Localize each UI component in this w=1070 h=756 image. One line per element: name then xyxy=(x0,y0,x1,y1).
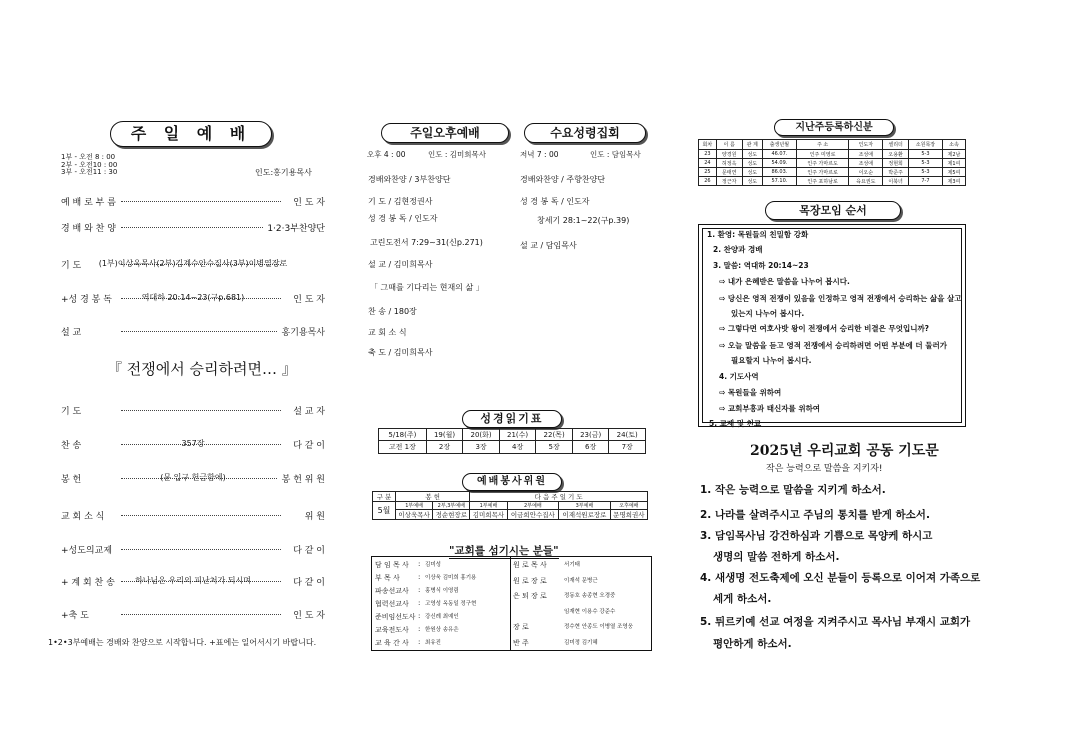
reading-chapter: 고전 1장 xyxy=(379,441,427,454)
newcomers-cell: 54.09. xyxy=(762,159,796,168)
reading-day: 24(토) xyxy=(609,429,646,441)
newcomers-cell: 제1여 xyxy=(942,159,965,168)
newcomers-cell: 조성애 xyxy=(849,150,883,159)
servers-subhead: 오후예배 xyxy=(610,502,647,510)
staff-name: 최유진 xyxy=(425,640,441,646)
servers-cell: 이재석원로장로 xyxy=(559,510,611,520)
servers-title: 예배봉사위원 xyxy=(462,473,562,491)
afternoon-time: 오후 4 : 00 xyxy=(367,150,406,159)
table-row xyxy=(699,177,966,186)
reading-title: 성경읽기표 xyxy=(462,410,562,428)
reading-chapter: 4장 xyxy=(499,441,536,454)
time-3: 3부 - 오전11 : 30 xyxy=(61,168,118,176)
staff-title: "교회를 섬기시는 분들" xyxy=(449,545,559,557)
staff-role: 원 로 목 사 xyxy=(513,561,547,569)
order-row xyxy=(61,195,325,207)
servers-head-offering: 봉 헌 xyxy=(396,492,470,502)
order-label: 봉 헌 xyxy=(61,472,85,485)
reading-chapter: 6장 xyxy=(572,441,609,454)
newcomers-cell: 24 xyxy=(699,159,717,168)
staff-role: 교 육 간 사 xyxy=(375,639,409,647)
group-line: ⇨ 교회부흥과 태신자를 위하여 xyxy=(719,404,821,413)
staff-colon: : xyxy=(418,638,421,646)
staff-role: 파송선교사 xyxy=(375,587,409,595)
newcomers-cell: 조성애 xyxy=(849,159,883,168)
servers-subhead: 2부,3부예배 xyxy=(433,502,470,510)
newcomers-header: 인도자 xyxy=(849,140,883,150)
order-row xyxy=(61,608,325,620)
reading-table xyxy=(378,428,646,454)
staff-role: 협력선교사 xyxy=(375,600,409,608)
newcomers-cell: 성도 xyxy=(742,168,762,177)
staff-role: 반 주 xyxy=(513,638,529,647)
dotted-leader xyxy=(121,515,281,516)
afternoon-item: 교 회 소 식 xyxy=(368,328,407,337)
staff-name: 고영성 옥동일 정구현 xyxy=(425,601,477,607)
prayer-line: 4. 새생명 전도축제에 오신 분들이 등록으로 이어져 가족으로 xyxy=(700,572,981,584)
newcomers-cell: 정현희 xyxy=(883,159,909,168)
newcomers-cell: 정근자 xyxy=(716,177,742,186)
order-role: 다 같 이 xyxy=(289,438,325,451)
staff-colon: : xyxy=(418,560,421,568)
prayer-line: 5. 튀르키예 선교 여정을 지켜주시고 목사님 부재시 교회가 xyxy=(700,616,971,628)
servers-head-prayer: 다 음 주 일 기 도 xyxy=(470,492,648,502)
newcomers-cell: 문태연 xyxy=(716,168,742,177)
staff-name: 이재석 문병근 xyxy=(564,577,598,584)
group-line: ⇨ 당신은 영적 전쟁이 있음을 인정하고 영적 전쟁에서 승리하는 삶을 살고 xyxy=(719,294,962,303)
order-role: 인 도 자 xyxy=(289,195,325,208)
group-line: 1. 환영: 목원들의 친밀함 강화 xyxy=(707,230,809,239)
newcomers-header: 관 계 xyxy=(742,140,762,150)
prayer-line: 평안하게 하소서. xyxy=(713,638,792,650)
order-label: 기 도 xyxy=(61,258,85,271)
group-line: 3. 말씀: 역대하 20:14~23 xyxy=(713,261,809,270)
newcomers-cell: 성도 xyxy=(742,150,762,159)
afternoon-item: 축 도 / 김미희목사 xyxy=(368,348,433,357)
newcomers-cell: 57.10. xyxy=(762,177,796,186)
staff-role: 부 목 사 xyxy=(375,574,400,582)
servers-subhead: 3부예배 xyxy=(559,502,611,510)
sermon-title: 『 전쟁에서 승리하려면… 』 xyxy=(107,360,297,378)
prayer-line: 1. 작은 능력으로 말씀을 지키게 하소서. xyxy=(700,484,886,496)
reading-chapter: 3장 xyxy=(463,441,500,454)
newcomers-cell: 7-7 xyxy=(909,177,943,186)
dotted-leader xyxy=(121,614,281,615)
reading-day: 22(목) xyxy=(536,429,573,441)
afternoon-worship-title: 주일오후예배 xyxy=(381,123,509,143)
afternoon-item: 경배와찬양 / 3부찬양단 xyxy=(368,175,451,184)
servers-cell: 정순현장로 xyxy=(433,510,470,520)
staff-name: 한원상 송유은 xyxy=(425,627,459,633)
wednesday-leader: 인도 : 담임목사 xyxy=(590,150,641,159)
newcomers-cell: 오용환 xyxy=(883,150,909,159)
order-detail: (1부)이상욱목사(2부)김계수안수집사(3부)이병열장로 xyxy=(98,259,288,268)
newcomers-cell: 제3여 xyxy=(942,177,965,186)
newcomers-cell: 86.03. xyxy=(762,168,796,177)
reading-day: 23(금) xyxy=(572,429,609,441)
newcomers-cell: 26 xyxy=(699,177,717,186)
order-label: 설 교 xyxy=(61,325,85,338)
order-row xyxy=(61,509,325,521)
servers-month: 5월 xyxy=(373,502,396,520)
order-detail: 357장 xyxy=(181,439,205,448)
newcomers-cell: 제2남 xyxy=(942,150,965,159)
reading-chapter: 7장 xyxy=(609,441,646,454)
order-label: 기 도 xyxy=(61,404,85,417)
order-role: 1·2·3부찬양단 xyxy=(263,221,325,234)
prayer-line: 세게 하소서. xyxy=(713,593,772,605)
staff-colon: : xyxy=(418,586,421,594)
newcomers-header: 소원목장 xyxy=(909,140,943,150)
group-line: 2. 찬양과 경배 xyxy=(713,245,763,254)
order-role: 인 도 자 xyxy=(289,608,325,621)
reading-chapter: 2장 xyxy=(426,441,463,454)
order-label: +성 경 봉 독 xyxy=(61,292,116,305)
staff-divider xyxy=(510,557,511,650)
wednesday-item: 창세기 28:1~22(구p.39) xyxy=(537,216,630,225)
morning-worship-title: 주 일 예 배 xyxy=(110,121,272,147)
reading-day: 19(월) xyxy=(426,429,463,441)
worship-times xyxy=(61,154,117,177)
morning-leader: 인도:홍기용목사 xyxy=(255,168,312,177)
group-line: 있는지 나누어 봅시다. xyxy=(731,309,805,318)
order-role: 다 같 이 xyxy=(289,543,325,556)
order-row xyxy=(61,472,325,484)
order-row xyxy=(61,258,325,270)
newcomers-cell: 인주 미영로 xyxy=(796,150,849,159)
group-line: ⇨ 목원들을 위하여 xyxy=(719,388,782,397)
group-line: ⇨ 내가 은혜받은 말씀을 나누어 봅시다. xyxy=(719,277,850,286)
newcomers-header: 회차 xyxy=(699,140,717,150)
order-detail: 하나님은 우리의 피난처가 되시며 xyxy=(135,576,251,585)
order-role: 인 도 자 xyxy=(289,292,325,305)
newcomers-cell: 이오순 xyxy=(849,168,883,177)
servers-cell: 문명희권사 xyxy=(610,510,647,520)
prayer-line: 3. 담임목사님 강건하심과 기쁨으로 목양케 하시고 xyxy=(700,530,933,542)
newcomers-title: 지난주등록하신분 xyxy=(774,119,894,136)
newcomers-cell: 인주 가마르로 xyxy=(796,168,849,177)
newcomers-header: 이 름 xyxy=(716,140,742,150)
staff-name: 임재현 이용수 강준수 xyxy=(564,608,616,615)
staff-role: 원 로 장 로 xyxy=(513,576,547,585)
wednesday-time: 저녁 7 : 00 xyxy=(520,150,559,159)
staff-role: 장 로 xyxy=(513,623,529,631)
group-title: 목장모임 순서 xyxy=(765,201,901,220)
newcomers-table xyxy=(698,139,966,186)
wednesday-item: 경배와찬양 / 주향찬양단 xyxy=(520,175,606,184)
order-detail: (문 입구 헌금함에) xyxy=(160,473,226,482)
table-row xyxy=(699,150,966,159)
order-detail: 역대하 20:14~23(구p.681) xyxy=(141,293,245,302)
newcomers-cell: 이북녀 xyxy=(883,177,909,186)
newcomers-cell: 인주 가마르도 xyxy=(796,159,849,168)
prayer-line: 생명의 말씀 전하게 하소서. xyxy=(713,551,840,563)
order-row xyxy=(61,575,325,587)
dotted-leader xyxy=(121,549,281,550)
newcomers-cell: 허정옥 xyxy=(716,159,742,168)
table-row xyxy=(699,168,966,177)
dotted-leader xyxy=(121,410,281,411)
group-line: 필요할지 나누어 봅시다. xyxy=(731,356,812,365)
staff-box xyxy=(371,556,652,651)
order-row xyxy=(61,543,325,555)
staff-colon: : xyxy=(418,573,421,581)
newcomers-header: 셀리더 xyxy=(883,140,909,150)
newcomers-cell: 성도 xyxy=(742,177,762,186)
staff-colon: : xyxy=(418,599,421,607)
newcomers-cell: 양경원 xyxy=(716,150,742,159)
group-line: 4. 기도사역 xyxy=(719,372,759,381)
group-line: 5. 교제 및 친교 xyxy=(709,419,762,428)
servers-subhead: 2부예배 xyxy=(507,502,559,510)
staff-name: 정수현 안종도 이병열 조영웅 xyxy=(564,624,634,630)
newcomers-cell: 제5여 xyxy=(942,168,965,177)
reading-chapter: 5장 xyxy=(536,441,573,454)
staff-name: 강신례 최예인 xyxy=(425,614,459,620)
order-row xyxy=(61,292,325,304)
servers-table xyxy=(372,491,648,520)
staff-name: 서기태 xyxy=(564,562,580,568)
newcomers-cell: 성도 xyxy=(742,159,762,168)
staff-name: 김미성 xyxy=(425,562,441,568)
order-label: 예 배 로 부 름 xyxy=(61,195,120,208)
time-2: 2부 - 오전10 : 00 xyxy=(61,160,118,169)
order-row xyxy=(61,325,325,337)
order-label: +성도의교제 xyxy=(61,543,116,556)
newcomers-cell: 육요권도 xyxy=(849,177,883,186)
group-line: ⇨ 오늘 말씀을 듣고 영적 전쟁에서 승리하려면 어떤 부분에 더 둘러가 xyxy=(719,341,948,350)
staff-colon: : xyxy=(418,625,421,633)
servers-subhead: 1부예배 xyxy=(470,502,507,510)
prayer-line: 2. 나라를 살려주시고 주님의 통치를 받게 하소서. xyxy=(700,509,930,521)
staff-name: 정동호 송종현 오경중 xyxy=(564,593,616,599)
staff-role: 담 임 목 사 xyxy=(375,561,409,569)
staff-role: 은 퇴 장 로 xyxy=(513,592,547,600)
table-row xyxy=(699,159,966,168)
servers-subhead: 1부예배 xyxy=(396,502,433,510)
newcomers-cell: 5-3 xyxy=(909,159,943,168)
prayer-subtitle: 작은 능력으로 말씀을 지키자! xyxy=(766,464,883,474)
order-row xyxy=(61,438,325,450)
dotted-leader xyxy=(121,331,281,332)
prayer-title: 2025년 우리교회 공동 기도문 xyxy=(750,443,939,459)
order-label: 찬 송 xyxy=(61,438,85,451)
reading-day: 5/18(주) xyxy=(379,429,427,441)
reading-day: 20(화) xyxy=(463,429,500,441)
newcomers-cell: 46.07. xyxy=(762,150,796,159)
staff-name: 홍병식 이영림 xyxy=(425,588,459,594)
afternoon-item: 기 도 / 김현정권사 xyxy=(368,197,433,206)
wednesday-item: 성 경 봉 독 / 인도자 xyxy=(520,197,590,206)
dotted-leader xyxy=(121,227,281,228)
newcomers-header: 출생년월 xyxy=(762,140,796,150)
afternoon-item: 찬 송 / 180장 xyxy=(368,307,417,316)
order-row xyxy=(61,221,325,233)
staff-name: 이상욱 김미희 홍기용 xyxy=(425,575,477,581)
order-role: 설 교 자 xyxy=(289,404,325,417)
time-1: 1부 - 오전 8 : 00 xyxy=(61,153,116,161)
afternoon-item: 고린도전서 7:29~31(신p.271) xyxy=(370,238,483,247)
afternoon-leader: 인도 : 김미희목사 xyxy=(428,150,487,159)
order-row xyxy=(61,404,325,416)
servers-cell: 이금희안수집사 xyxy=(507,510,559,520)
staff-role: 교육전도사 xyxy=(375,626,409,634)
staff-role: 준비임선도사 xyxy=(375,613,416,621)
staff-name: 김미정 김기혜 xyxy=(564,639,598,646)
order-label: 경 배 와 찬 양 xyxy=(61,221,120,234)
afternoon-item: 「 그때를 기다리는 현재의 삶 」 xyxy=(370,283,484,292)
wednesday-title: 수요성령집회 xyxy=(524,123,646,143)
newcomers-cell: 5-3 xyxy=(909,168,943,177)
servers-cell: 김미희목사 xyxy=(470,510,507,520)
newcomers-header: 소속 xyxy=(942,140,965,150)
newcomers-cell: 5-3 xyxy=(909,150,943,159)
order-label: + 계 회 찬 송 xyxy=(61,575,119,588)
morning-footnote: 1•2•3부예배는 경배와 찬양으로 시작합니다. +표에는 일어서시기 바랍니다. xyxy=(48,638,317,647)
dotted-leader xyxy=(121,201,281,202)
order-role: 홍기용목사 xyxy=(278,325,325,338)
order-label: 교 회 소 식 xyxy=(61,509,108,522)
wednesday-item: 설 교 / 담임목사 xyxy=(520,241,577,250)
order-role: 위 원 xyxy=(301,509,325,522)
newcomers-cell: 인주 포하남로 xyxy=(796,177,849,186)
group-line: ⇨ 그렇다면 여호사밧 왕이 전쟁에서 승리한 비결은 무엇입니까? xyxy=(719,324,930,333)
order-label: +축 도 xyxy=(61,608,93,621)
servers-cell: 이상욱목사 xyxy=(396,510,433,520)
newcomers-cell: 박준주 xyxy=(883,168,909,177)
order-role: 봉 헌 위 원 xyxy=(278,472,325,485)
reading-day: 21(수) xyxy=(499,429,536,441)
servers-head-category: 구 분 xyxy=(373,492,396,502)
newcomers-cell: 25 xyxy=(699,168,717,177)
newcomers-header: 주 소 xyxy=(796,140,849,150)
afternoon-item: 설 교 / 김미희목사 xyxy=(368,260,433,269)
order-role: 다 같 이 xyxy=(289,575,325,588)
staff-colon: : xyxy=(418,612,421,620)
newcomers-cell: 23 xyxy=(699,150,717,159)
afternoon-item: 성 경 봉 독 / 인도자 xyxy=(368,214,438,223)
